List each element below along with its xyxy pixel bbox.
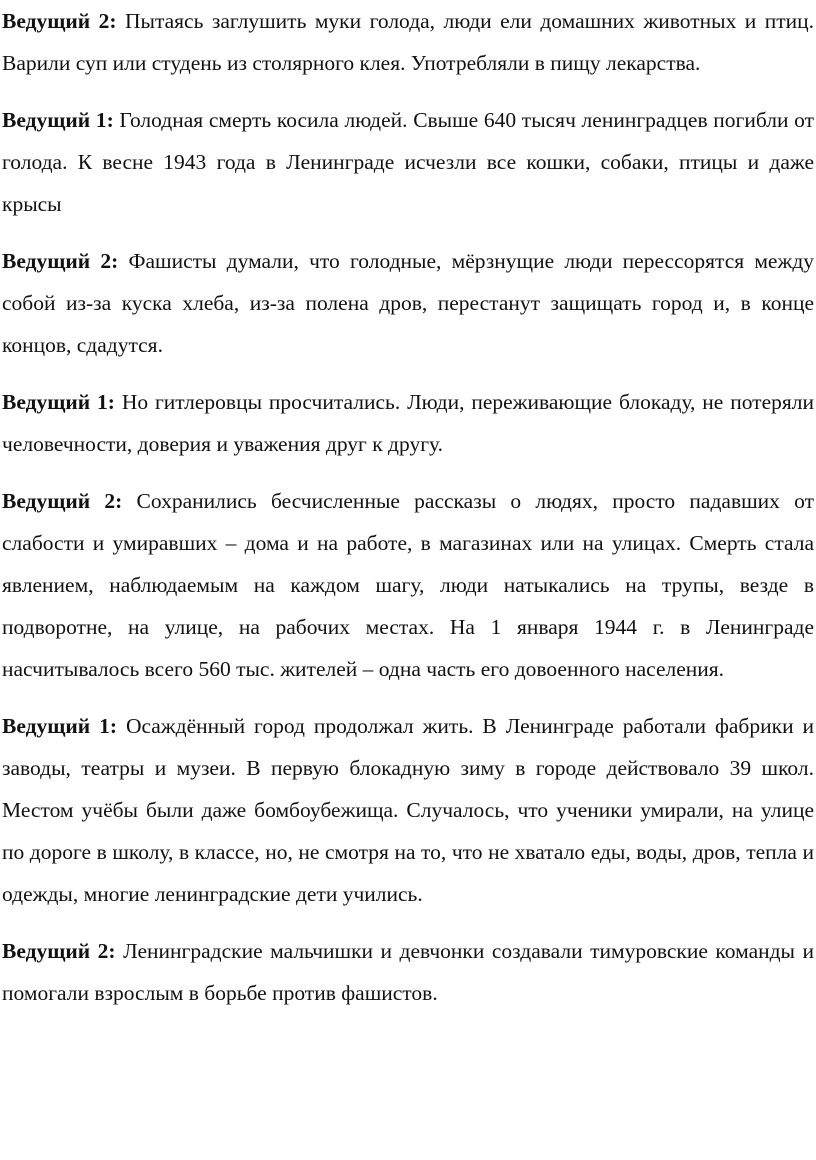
speaker-label: Ведущий 2: (2, 9, 117, 33)
paragraph (2, 0, 814, 84)
paragraph-text: Ленинградские мальчишки и девчонки создавали тимуровские команды и помогали взрослым в борьбе против фашистов. (2, 939, 814, 1005)
speaker-label: Ведущий 2: (2, 489, 123, 513)
paragraph (2, 705, 814, 915)
paragraph-text: Пытаясь заглушить муки голода, люди ели домашних животных и птиц. Варили суп или студень из столярного клея. Употребляли в пищу лекарства. (2, 9, 815, 75)
speaker-label: Ведущий 1: (2, 390, 115, 414)
document-page (2, 0, 814, 1029)
paragraph (2, 240, 814, 366)
paragraph (2, 381, 814, 465)
speaker-label: Ведущий 1: (2, 108, 114, 132)
paragraph-text: Сохранились бесчисленные рассказы о людях, просто падавших от слабости и умиравших – дома и на работе, в магазинах или на улицах. Смерть стала явлением, наблюдаемым на каждом шагу, люди натыкались на трупы, везде в подворотне, на улице, на рабочих местах. На 1 января 1944 г. в Ленинграде насчитывалось всего 560 тыс. жителей – одна часть его довоенного населения. (2, 489, 815, 681)
paragraph (2, 99, 814, 225)
speaker-label: Ведущий 2: (2, 249, 119, 273)
paragraph-text: Голодная смерть косила людей. Свыше 640 тысяч ленинградцев погибли от голода. К весне 1943 года в Ленинграде исчезли все кошки, собаки, птицы и даже крысы (2, 108, 815, 216)
speaker-label: Ведущий 1: (2, 714, 117, 738)
paragraph (2, 480, 814, 690)
paragraph-text: Но гитлеровцы просчитались. Люди, переживающие блокаду, не потеряли человечности, доверия и уважения друг к другу. (2, 390, 814, 456)
paragraph-text: Фашисты думали, что голодные, мёрзнущие люди перессорятся между собой из-за куска хлеба, из-за полена дров, перестанут защищать город и, в конце концов, сдадутся. (2, 249, 815, 357)
paragraph (2, 930, 814, 1014)
paragraph-text: Осаждённый город продолжал жить. В Ленинграде работали фабрики и заводы, театры и музеи. В первую блокадную зиму в городе действовало 39 школ. Местом учёбы были даже бомбоубежища. Случалось, что ученики умирали, на улице по дороге в школу, в классе, но, не смотря на то, что не хватало еды, воды, дров, тепла и одежды, многие ленинградские дети учились. (2, 714, 815, 906)
speaker-label: Ведущий 2: (2, 939, 116, 963)
